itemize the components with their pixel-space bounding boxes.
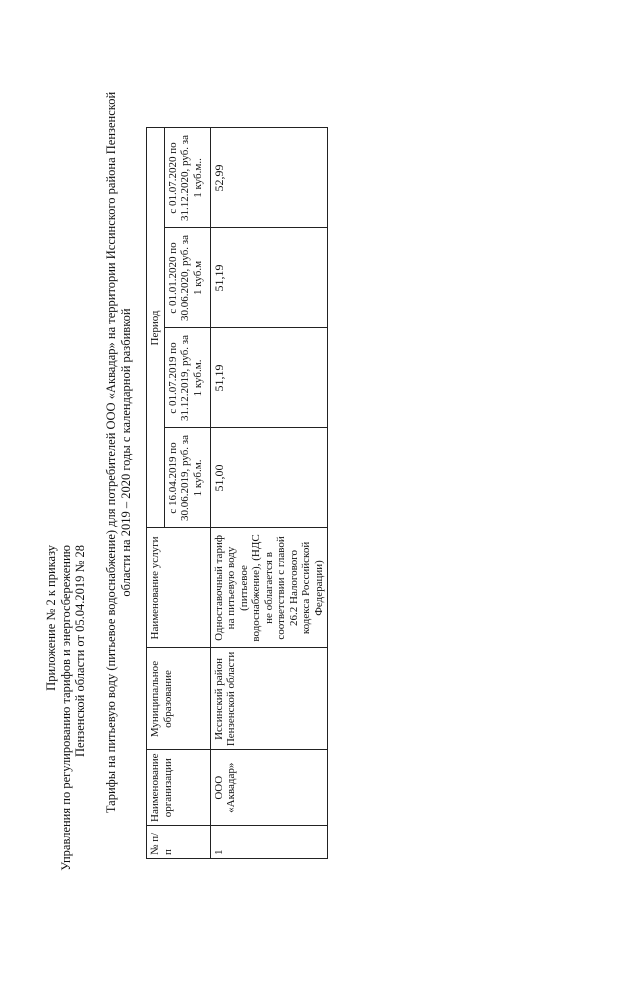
header-period: Период — [147, 128, 165, 528]
header-service: Наименование услуги — [147, 528, 211, 648]
order-appendix-note — [44, 545, 88, 985]
header-municipality: Муниципальное образование — [147, 648, 211, 750]
header-period-3: с 01.01.2020 по 30.06.2020, руб. за 1 куб.м — [164, 228, 210, 328]
appendix-line-3: Пензенской области от 05.04.2019 № 28 — [73, 545, 87, 757]
header-num: № п/п — [147, 826, 211, 859]
header-period-1: с 16.04.2019 по 30.06.2019, руб. за 1 куб.м. — [164, 428, 210, 528]
table-header-row — [147, 128, 165, 859]
row-value-period-3: 51,19 — [210, 228, 328, 328]
header-period-4: с 01.07.2020 по 31.12.2020, руб. за 1 куб.м.. — [164, 128, 210, 228]
title-line-1: Тарифы на питьевую воду (питьевое водоснабжение) для потребителей ООО «Аквадар» на территории Иссинского района Пензенской — [104, 91, 118, 814]
table-row — [210, 128, 328, 859]
appendix-line-1: Приложение № 2 к приказу — [44, 545, 58, 691]
appendix-line-2: Управления по регулированию тарифов и энергосбережению — [58, 545, 73, 871]
row-num: 1 — [210, 826, 328, 859]
header-period-2: с 01.07.2019 по 31.12.2019, руб. за 1 куб.м. — [164, 328, 210, 428]
document-title — [104, 0, 134, 905]
row-service: Одноставочный тариф на питьевую воду (питьевое водоснабжение), (НДС не облагается в соответствии с главой 26.2 Налогового кодекса Российской Федерации) — [210, 528, 328, 648]
row-value-period-1: 51,00 — [210, 428, 328, 528]
row-value-period-4: 52,99 — [210, 128, 328, 228]
tariff-table — [146, 127, 328, 859]
row-organization: ООО «Аквадар» — [210, 750, 328, 826]
row-value-period-2: 51,19 — [210, 328, 328, 428]
header-organization: Наименование организации — [147, 750, 211, 826]
title-line-2: области на 2019 – 2020 годы с календарной разбивкой — [119, 308, 133, 597]
row-municipality: Иссинский район Пензенской области — [210, 648, 328, 750]
